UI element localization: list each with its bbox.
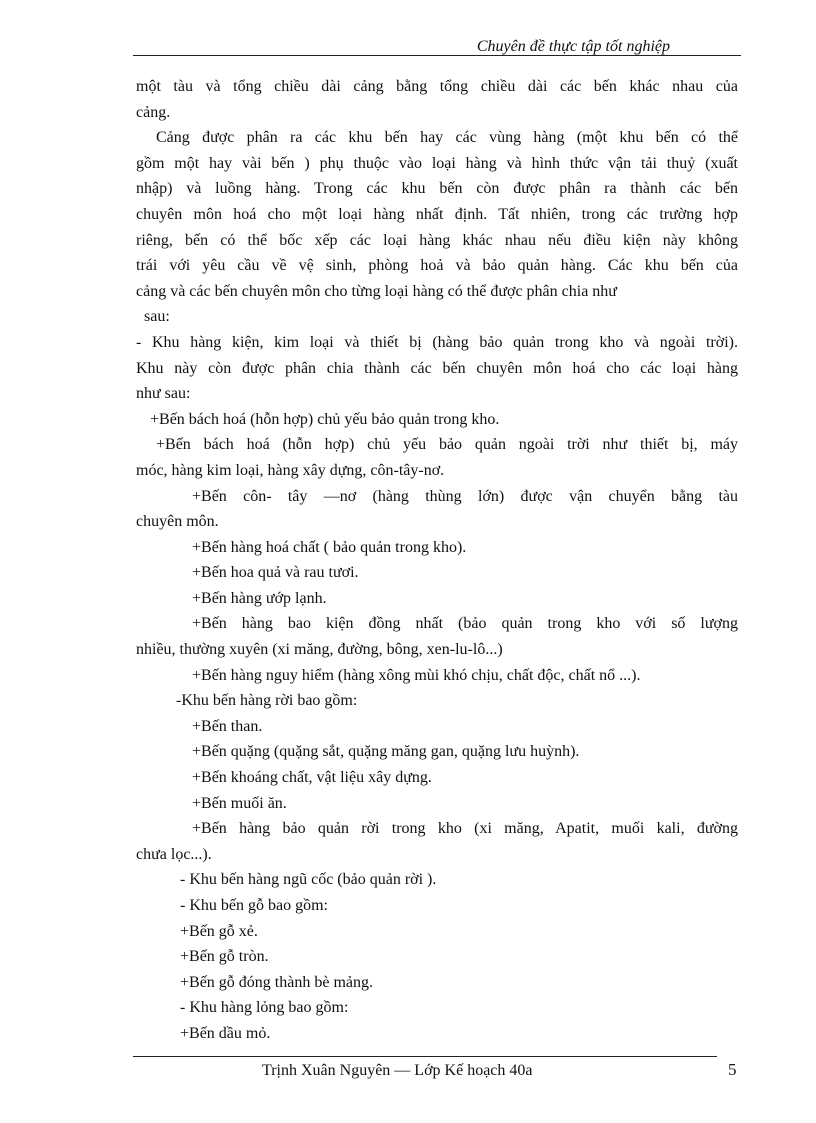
text-line: - Khu bến hàng ngũ cốc (bảo quản rời ). xyxy=(180,871,437,889)
text-line: +Bến hàng nguy hiểm (hàng xông mùi khó chịu, chất độc, chất nổ ...). xyxy=(192,666,641,684)
text-line: +Bến than. xyxy=(192,717,263,735)
text-line: - Khu hàng kiện, kim loại và thiết bị (hàng bảo quản trong kho và ngoài trời). xyxy=(136,333,738,351)
text-line: +Bến hàng hoá chất ( bảo quản trong kho). xyxy=(192,538,467,556)
text-line: móc, hàng kim loại, hàng xây dựng, côn-tây-nơ. xyxy=(136,461,445,479)
text-line: - Khu hàng lỏng bao gồm: xyxy=(180,999,349,1017)
text-line: cảng. xyxy=(136,103,171,121)
header-title: Chuyên đề thực tập tốt nghiệp xyxy=(476,38,670,55)
text-line: +Bến hàng bao kiện đồng nhất (bảo quản trong kho với số lượng xyxy=(192,615,738,633)
text-line: +Bến bách hoá (hỗn hợp) chủ yếu bảo quản trong kho. xyxy=(150,410,500,428)
text-line: -Khu bến hàng rời bao gồm: xyxy=(176,692,358,710)
text-line: sau: xyxy=(144,308,170,326)
text-line: chuyên môn. xyxy=(136,513,219,531)
text-line: trái với yêu cầu về vệ sinh, phòng hoả và bảo quản hàng. Các khu bến của xyxy=(136,257,738,275)
text-line: gồm một hay vài bến ) phụ thuộc vào loại hàng và hình thức vận tải thuỷ (xuất xyxy=(136,154,738,172)
text-line: chưa lọc...). xyxy=(136,845,212,863)
document-body xyxy=(136,74,738,1047)
footer-divider xyxy=(133,1056,717,1057)
text-line: +Bến côn- tây —nơ (hàng thùng lớn) được vận chuyển bằng tàu xyxy=(192,487,738,505)
header-divider xyxy=(133,55,741,56)
text-line: riêng, bến có thể bốc xếp các loại hàng khác nhau nếu điều kiện này không xyxy=(136,231,738,249)
text-line: +Bến muối ăn. xyxy=(192,794,287,812)
text-line: +Bến hoa quả và rau tươi. xyxy=(192,564,359,582)
text-line: - Khu bến gỗ bao gồm: xyxy=(180,897,328,914)
text-line: chuyên môn hoá cho một loại hàng nhất định. Tất nhiên, trong các trường hợp xyxy=(136,205,738,223)
page-number: 5 xyxy=(728,1060,737,1079)
text-line: nhập) và luồng hàng. Trong các khu bến còn được phân ra thành các bến xyxy=(136,180,738,198)
text-line: +Bến hàng ướp lạnh. xyxy=(192,589,327,607)
text-line: Khu này còn được phân chia thành các bến chuyên môn hoá cho các loại hàng xyxy=(136,359,738,377)
text-line: +Bến khoáng chất, vật liệu xây dựng. xyxy=(192,769,432,787)
text-line: một tàu và tổng chiều dài cảng bằng tổng chiều dài các bến khác nhau của xyxy=(136,78,738,95)
footer-author-class: Trịnh Xuân Nguyên — Lớp Kế hoạch 40a xyxy=(262,1062,533,1079)
text-line: cảng và các bến chuyên môn cho từng loại hàng có thể được phân chia như xyxy=(136,282,617,300)
text-line: Cảng được phân ra các khu bến hay các vùng hàng (một khu bến có thể xyxy=(156,129,738,147)
text-line: +Bến dầu mỏ. xyxy=(180,1024,271,1042)
text-line: như sau: xyxy=(136,385,191,403)
text-line: nhiều, thường xuyên (xi măng, đường, bông, xen-lu-lô...) xyxy=(136,641,503,659)
text-line: +Bến bách hoá (hỗn hợp) chủ yếu bảo quản ngoài trời như thiết bị, máy xyxy=(156,436,738,454)
text-line: +Bến quặng (quặng sắt, quặng măng gan, quặng lưu huỳnh). xyxy=(192,743,580,761)
text-line: +Bến gỗ đóng thành bè mảng. xyxy=(180,973,373,991)
text-line: +Bến gỗ xẻ. xyxy=(180,922,258,940)
text-line: +Bến gỗ tròn. xyxy=(180,948,269,966)
text-line: +Bến hàng bảo quản rời trong kho (xi măng, Apatit, muối kali, đường xyxy=(192,820,738,838)
